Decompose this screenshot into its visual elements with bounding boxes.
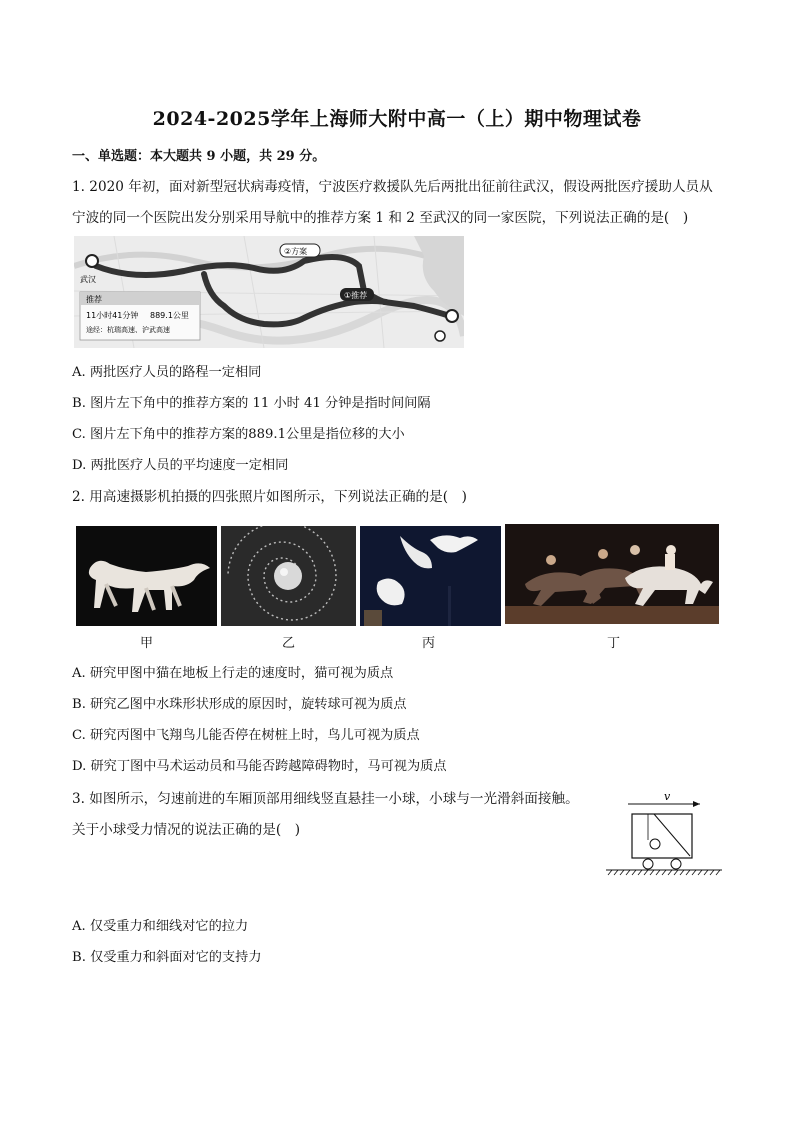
q2-option-a: A. 研究甲图中猫在地板上行走的速度时，猫可视为质点 bbox=[72, 666, 394, 681]
map-info-via: 途经：杭瑞高速、沪武高速 bbox=[86, 326, 170, 334]
q3-cart-diagram bbox=[602, 786, 726, 878]
q2-option-b: B. 研究乙图中水珠形状形成的原因时，旋转球可视为质点 bbox=[72, 697, 407, 712]
q1-option-a: A. 两批医疗人员的路程一定相同 bbox=[72, 365, 262, 380]
photo-cat bbox=[76, 526, 217, 626]
q1-stem-line-1: 1. 2020 年初，面对新型冠状病毒疫情，宁波医疗救援队先后两批出征前往武汉，假设两批医疗援助人员从 bbox=[72, 179, 713, 195]
q1-stem-line-2: 宁波的同一个医院出发分别采用导航中的推荐方案 1 和 2 至武汉的同一家医院，下列说法正确的是( ) bbox=[72, 210, 689, 226]
photo-caption-ding: 丁 bbox=[607, 636, 621, 651]
q1-route-map bbox=[74, 236, 464, 348]
q1-option-d: D. 两批医疗人员的平均速度一定相同 bbox=[72, 458, 289, 473]
q3-stem-line-2: 关于小球受力情况的说法正确的是( ) bbox=[72, 822, 301, 838]
section-heading: 一、单选题：本大题共 9 小题，共 29 分。 bbox=[72, 149, 326, 164]
velocity-label: v bbox=[664, 790, 671, 803]
q1-option-b: B. 图片左下角中的推荐方案的 11 小时 41 分钟是指时间间隔 bbox=[72, 396, 431, 411]
photo-birds bbox=[360, 526, 501, 626]
q2-option-d: D. 研究丁图中马术运动员和马能否跨越障碍物时，马可视为质点 bbox=[72, 759, 447, 774]
photo-caption-jia: 甲 bbox=[140, 636, 154, 651]
q1-option-c: C. 图片左下角中的推荐方案的889.1公里是指位移的大小 bbox=[72, 427, 405, 442]
map-start-label: 武汉 bbox=[80, 275, 96, 284]
page-title: 2024-2025学年上海师大附中高一（上）期中物理试卷 bbox=[152, 108, 642, 130]
q2-option-c: C. 研究丙图中飞翔鸟儿能否停在树桩上时，鸟儿可视为质点 bbox=[72, 728, 420, 743]
q2-stem: 2. 用高速摄影机拍摄的四张照片如图所示，下列说法正确的是( ) bbox=[72, 489, 467, 505]
map-route-2-label: ②方案 bbox=[284, 247, 308, 256]
q3-option-b: B. 仅受重力和斜面对它的支持力 bbox=[72, 950, 262, 965]
q3-option-a: A. 仅受重力和细线对它的拉力 bbox=[72, 919, 249, 934]
photo-spinning-ball bbox=[221, 526, 356, 626]
map-route-1-label: ①推荐 bbox=[344, 291, 368, 300]
photo-caption-bing: 丙 bbox=[422, 636, 436, 651]
photo-caption-yi: 乙 bbox=[282, 636, 296, 651]
map-info-distance: 889.1公里 bbox=[150, 311, 189, 320]
map-info-header: 推荐 bbox=[86, 295, 102, 304]
q3-stem-line-1: 3. 如图所示，匀速前进的车厢顶部用细线竖直悬挂一小球，小球与一光滑斜面接触。 bbox=[72, 791, 579, 807]
photo-horse-rider bbox=[505, 524, 719, 624]
map-info-time: 11小时41分钟 bbox=[86, 311, 139, 320]
